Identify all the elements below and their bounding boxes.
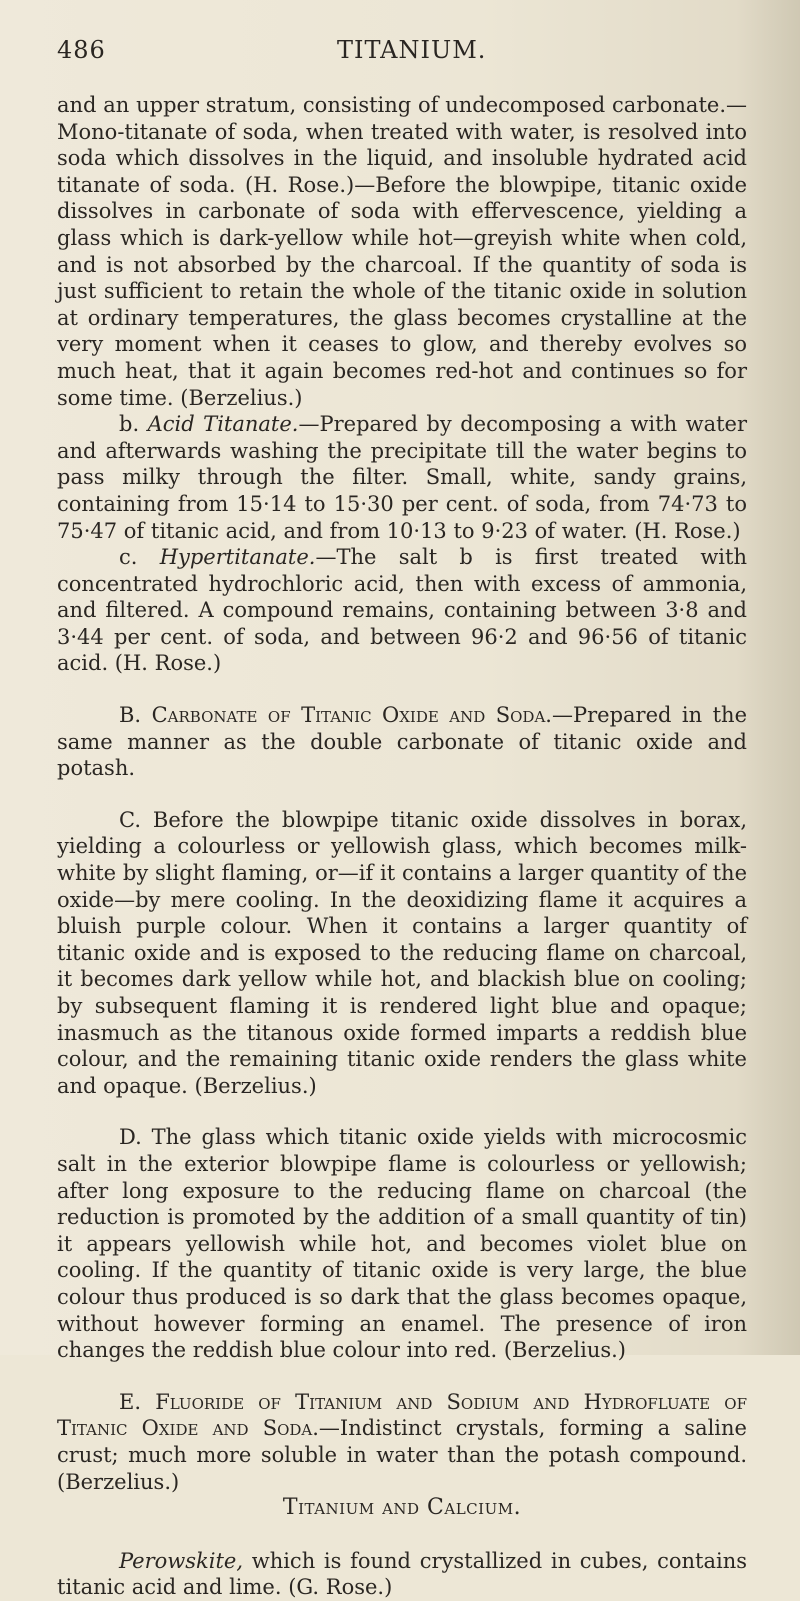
mineral-name: Perowskite, [119, 1548, 244, 1573]
item-title: Acid Titanate. [147, 412, 299, 437]
item-label: B. [119, 703, 152, 728]
paragraph-continuation: and an upper stratum, consisting of undecomposed carbonate.—Mono-titanate of soda, when treated with water, is resolved into soda which dissolves in the liquid, and insoluble hydrated acid titanate of soda. (H. Rose.)—Before the blowpipe, titanic oxide dissolves in carbonate of soda with effervescence, yielding a glass which is dark-yellow while hot—greyish white when cold, and is not absorbed by the charcoal. If the quantity of soda is just sufficient to retain the whole of the titanic oxide in solution at ordinary temperatures, the glass becomes crystalline at the very moment when it ceases to glow, and thereby evolves so much heat, that it again becomes red-hot and continues so for some time. (Berzelius.) [57, 93, 747, 410]
page-number: 486 [57, 36, 106, 64]
item-label: c. [119, 545, 160, 570]
item-title: Carbonate of Titanic Oxide and Soda. [151, 703, 552, 728]
paragraph-acid-titanate [57, 411, 747, 544]
item-label: b. [119, 412, 148, 437]
item-text: —The salt b is first treated with concentrated hydrochloric acid, then with excess of ammonia, and filtered. A compound remains, containing between 3·8 and 3·44 per cent. of soda, and between 96·2 and 96·56 of titanic acid. (H. Rose.) [57, 545, 747, 676]
item-title: Fluoride of Titanium and Sodium and Hydrofluate of Titanic Oxide and Soda. [57, 1389, 747, 1441]
page-body [57, 92, 747, 1601]
paragraph-fluoride [57, 1389, 747, 1495]
item-label: E. [119, 1389, 156, 1414]
page-header [57, 36, 757, 72]
paragraph-microcosmic-salt: D. The glass which titanic oxide yields with microcosmic salt in the exterior blowpipe flame is colourless or yellowish; after long exposure to the reducing flame on charcoal (the reduction is promoted by the addition of a small quantity of tin) it appears yellowish while hot, and becomes violet blue on cooling. If the quantity of titanic oxide is very large, the blue colour thus produced is so dark that the glass becomes opaque, without however forming an enamel. The presence of iron changes the reddish blue colour into red. (Berzelius.) [57, 1125, 747, 1363]
item-text: —Prepared in the same manner as the double carbonate of titanic oxide and potash. [57, 703, 747, 781]
paragraph-hypertitanate [57, 544, 747, 677]
section-heading: Titanium and Calcium. [282, 1495, 522, 1521]
paragraph-borax: C. Before the blowpipe titanic oxide dissolves in borax, yielding a colourless or yellowish glass, which becomes milk-white by slight flaming, or—if it contains a larger quantity of the oxide—by mere cooling. In the deoxidizing flame it acquires a bluish purple colour. When it contains a larger quantity of titanic oxide and is exposed to the reducing flame on charcoal, it becomes dark yellow while hot, and blackish blue on cooling; by subsequent flaming it is rendered light blue and opaque; inasmuch as the titanous oxide formed imparts a reddish blue colour, and the remaining titanic oxide renders the glass white and opaque. (Berzelius.) [57, 807, 747, 1098]
item-text: —Indistinct crystals, forming a saline crust; much more soluble in water than the potash compound. (Berzelius.) [57, 1416, 747, 1494]
paragraph-perowskite [57, 1548, 747, 1601]
mineral-text: which is found crystallized in cubes, contains titanic acid and lime. (G. Rose.) [57, 1548, 747, 1600]
item-text: —Prepared by decomposing a with water and afterwards washing the precipitate till the water begins to pass milky through the filter. Small, white, sandy grains, containing from 15·14 to 15·30 per cent. of soda, from 74·73 to 75·47 of titanic acid, and from 10·13 to 9·23 of water. (H. Rose.) [57, 412, 748, 543]
running-head: TITANIUM. [337, 36, 487, 64]
paragraph-carbonate [57, 702, 747, 782]
item-title: Hypertitanate. [159, 545, 316, 570]
